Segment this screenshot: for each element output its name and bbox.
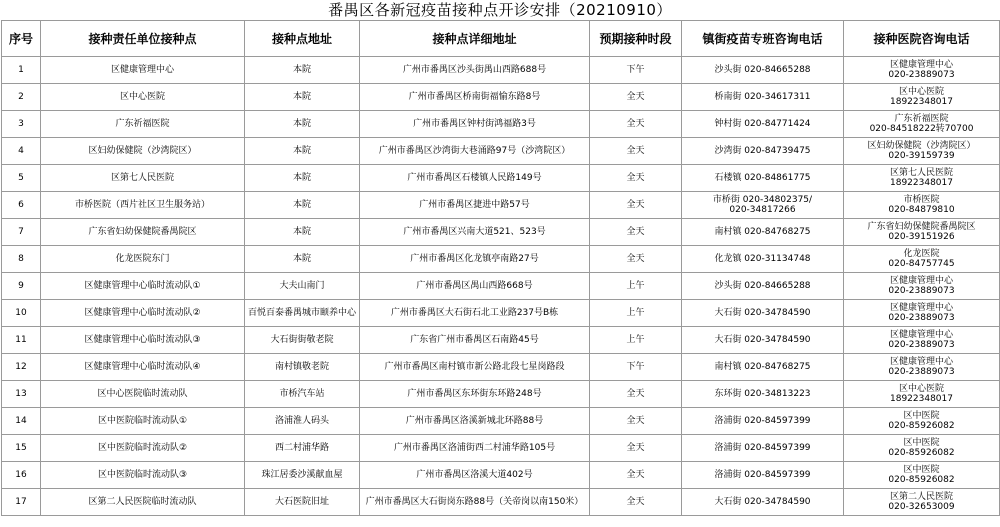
hospital-name: 区妇幼保健院（沙湾院区） [867, 141, 976, 151]
town-phone-line: 南村镇 020-84768275 [714, 362, 811, 372]
cell-period: 下午 [590, 57, 682, 84]
hospital-phone: 020-84757745 [888, 259, 955, 269]
cell-address: 广州市番禺区东环街东环路248号 [360, 381, 590, 408]
cell-town-phone [682, 219, 844, 246]
hospital-phone: 020-84518222转70700 [869, 124, 974, 134]
hospital-phone: 020-39159739 [888, 151, 955, 161]
cell-town-phone [682, 327, 844, 354]
cell-no: 15 [2, 435, 41, 462]
hospital-phone: 020-23889073 [888, 367, 955, 377]
hospital-phone: 020-39151926 [888, 232, 955, 242]
town-phone-line: 东环街 020-34813223 [714, 389, 811, 399]
cell-hospital-phone [844, 381, 1000, 408]
hospital-name: 市桥医院 [903, 195, 940, 205]
cell-no: 12 [2, 354, 41, 381]
town-phone-line: 南村镇 020-84768275 [714, 227, 811, 237]
cell-hospital-phone [844, 462, 1000, 489]
cell-hospital-phone [844, 246, 1000, 273]
table-row [2, 327, 1000, 354]
hospital-name: 区第七人民医院 [889, 168, 953, 178]
cell-unit: 市桥医院（西片社区卫生服务站） [41, 192, 245, 219]
cell-period: 全天 [590, 381, 682, 408]
cell-address: 广州市番禺区洛溪新城北环路88号 [360, 408, 590, 435]
cell-no: 7 [2, 219, 41, 246]
cell-unit: 区妇幼保健院（沙湾院区） [41, 138, 245, 165]
cell-hospital-phone [844, 138, 1000, 165]
hospital-phone: 020-23889073 [888, 286, 955, 296]
cell-period: 全天 [590, 138, 682, 165]
cell-town-phone [682, 300, 844, 327]
cell-hospital-phone [844, 489, 1000, 516]
cell-site: 百悦百泰番禺城市颐养中心 [245, 300, 360, 327]
cell-address: 广州市番禺区禺山西路668号 [360, 273, 590, 300]
hospital-name: 区第二人民医院 [889, 492, 953, 502]
cell-period: 下午 [590, 354, 682, 381]
cell-period: 上午 [590, 300, 682, 327]
cell-address: 广州市番禺区兴南大道521、523号 [360, 219, 590, 246]
hospital-name: 区健康管理中心 [889, 60, 953, 70]
cell-hospital-phone [844, 57, 1000, 84]
hospital-name: 区健康管理中心 [889, 276, 953, 286]
sheet-title: 番禺区各新冠疫苗接种点开诊安排（20210910） [328, 1, 672, 19]
town-phone-line: 大石街 020-34784590 [714, 335, 811, 345]
table-row [2, 138, 1000, 165]
cell-site: 本院 [245, 111, 360, 138]
cell-unit: 区中心医院临时流动队 [41, 381, 245, 408]
cell-hospital-phone [844, 84, 1000, 111]
table-row [2, 84, 1000, 111]
table-row [2, 273, 1000, 300]
hospital-name: 区中医院 [903, 465, 940, 475]
town-phone-line-2: 020-34817266 [729, 205, 796, 215]
cell-town-phone [682, 462, 844, 489]
cell-town-phone [682, 192, 844, 219]
cell-address: 广州市番禺区洛浦街西二村浦华路105号 [360, 435, 590, 462]
table-row [2, 300, 1000, 327]
cell-period: 全天 [590, 165, 682, 192]
cell-site: 大石街街敬老院 [245, 327, 360, 354]
cell-period: 全天 [590, 435, 682, 462]
hospital-phone: 020-23889073 [888, 340, 955, 350]
town-phone-line: 钟村街 020-84771424 [714, 119, 811, 129]
table-row [2, 354, 1000, 381]
hospital-name: 区健康管理中心 [889, 330, 953, 340]
table-row [2, 165, 1000, 192]
cell-period: 上午 [590, 273, 682, 300]
cell-town-phone [682, 165, 844, 192]
cell-no: 1 [2, 57, 41, 84]
cell-hospital-phone [844, 273, 1000, 300]
cell-address: 广州市番禺区石楼镇人民路149号 [360, 165, 590, 192]
hospital-name: 区中医院 [903, 411, 940, 421]
cell-site: 南村镇敬老院 [245, 354, 360, 381]
cell-town-phone [682, 408, 844, 435]
cell-no: 2 [2, 84, 41, 111]
table-row [2, 489, 1000, 516]
cell-no: 17 [2, 489, 41, 516]
cell-town-phone [682, 84, 844, 111]
town-phone-line: 沙头街 020-84665288 [714, 281, 811, 291]
hospital-name: 区中心医院 [898, 87, 944, 97]
cell-site: 珠江居委沙溪献血屋 [245, 462, 360, 489]
cell-unit: 区健康管理中心 [41, 57, 245, 84]
cell-period: 全天 [590, 489, 682, 516]
cell-period: 全天 [590, 219, 682, 246]
cell-hospital-phone [844, 354, 1000, 381]
table-row [2, 408, 1000, 435]
town-phone-line: 沙湾街 020-84739475 [714, 146, 811, 156]
cell-no: 9 [2, 273, 41, 300]
hospital-name: 广东省妇幼保健院番禺院区 [867, 222, 976, 232]
table-row [2, 219, 1000, 246]
town-phone-line: 大石街 020-34784590 [714, 497, 811, 507]
hospital-name: 区中心医院 [898, 384, 944, 394]
cell-town-phone [682, 435, 844, 462]
hospital-phone: 020-85926082 [888, 448, 955, 458]
hospital-phone: 18922348017 [890, 178, 953, 188]
schedule-table [1, 20, 1000, 516]
cell-address: 广州市番禺区南村镇市新公路北段七星岗路段 [360, 354, 590, 381]
cell-unit: 区中医院临时流动队① [41, 408, 245, 435]
cell-no: 8 [2, 246, 41, 273]
cell-site: 本院 [245, 192, 360, 219]
cell-no: 14 [2, 408, 41, 435]
hospital-phone: 020-85926082 [888, 475, 955, 485]
cell-unit: 区健康管理中心临时流动队③ [41, 327, 245, 354]
cell-unit: 广东省妇幼保健院番禺院区 [41, 219, 245, 246]
header-no: 序号 [2, 21, 41, 57]
cell-unit: 化龙医院东门 [41, 246, 245, 273]
cell-address: 广州市番禺区沙头街禺山西路688号 [360, 57, 590, 84]
cell-hospital-phone [844, 219, 1000, 246]
header-site: 接种点地址 [245, 21, 360, 57]
cell-period: 全天 [590, 111, 682, 138]
cell-unit: 区第七人民医院 [41, 165, 245, 192]
header-address: 接种点详细地址 [360, 21, 590, 57]
cell-address: 广州市番禺区桥南街福愉东路8号 [360, 84, 590, 111]
cell-no: 5 [2, 165, 41, 192]
hospital-phone: 18922348017 [890, 394, 953, 404]
cell-unit: 区中医院临时流动队② [41, 435, 245, 462]
cell-address: 广州市番禺区洛溪大道402号 [360, 462, 590, 489]
cell-town-phone [682, 138, 844, 165]
cell-unit: 区健康管理中心临时流动队④ [41, 354, 245, 381]
cell-hospital-phone [844, 300, 1000, 327]
hospital-phone: 020-23889073 [888, 70, 955, 80]
cell-unit: 区健康管理中心临时流动队② [41, 300, 245, 327]
cell-site: 市桥汽车站 [245, 381, 360, 408]
cell-unit: 区中心医院 [41, 84, 245, 111]
cell-site: 本院 [245, 84, 360, 111]
town-phone-line: 洛浦街 020-84597399 [714, 470, 811, 480]
cell-town-phone [682, 273, 844, 300]
cell-unit: 区中医院临时流动队③ [41, 462, 245, 489]
cell-unit: 区健康管理中心临时流动队① [41, 273, 245, 300]
cell-period: 全天 [590, 246, 682, 273]
table-row [2, 462, 1000, 489]
hospital-name: 化龙医院 [903, 249, 940, 259]
cell-no: 4 [2, 138, 41, 165]
cell-town-phone [682, 111, 844, 138]
cell-town-phone [682, 381, 844, 408]
cell-site: 本院 [245, 57, 360, 84]
cell-address: 广州市番禺区大石街石北工业路237号B栋 [360, 300, 590, 327]
hospital-name: 区健康管理中心 [889, 357, 953, 367]
header-period: 预期接种时段 [590, 21, 682, 57]
cell-no: 6 [2, 192, 41, 219]
cell-town-phone [682, 354, 844, 381]
cell-address: 广州市番禺区化龙镇亭南路27号 [360, 246, 590, 273]
cell-no: 16 [2, 462, 41, 489]
town-phone-line: 石楼镇 020-84861775 [714, 173, 811, 183]
cell-hospital-phone [844, 435, 1000, 462]
town-phone-line: 洛浦街 020-84597399 [714, 443, 811, 453]
cell-unit: 区第二人民医院临时流动队 [41, 489, 245, 516]
cell-no: 11 [2, 327, 41, 354]
hospital-name: 区健康管理中心 [889, 303, 953, 313]
cell-site: 本院 [245, 165, 360, 192]
header-row [2, 21, 1000, 57]
cell-period: 上午 [590, 327, 682, 354]
cell-site: 西二村浦华路 [245, 435, 360, 462]
cell-address: 广州市番禺区大石街岗东路88号（关帝岗以南150米） [360, 489, 590, 516]
table-row [2, 57, 1000, 84]
cell-address: 广东省广州市番禺区石南路45号 [360, 327, 590, 354]
town-phone-line: 桥南街 020-34617311 [714, 92, 811, 102]
hospital-name: 广东祈福医院 [894, 114, 949, 124]
cell-period: 全天 [590, 192, 682, 219]
table-row [2, 192, 1000, 219]
cell-no: 3 [2, 111, 41, 138]
cell-no: 10 [2, 300, 41, 327]
hospital-phone: 18922348017 [890, 97, 953, 107]
cell-hospital-phone [844, 165, 1000, 192]
table-row [2, 246, 1000, 273]
cell-hospital-phone [844, 111, 1000, 138]
table-row [2, 435, 1000, 462]
cell-address: 广州市番禺区沙湾街大巷涌路97号（沙湾院区） [360, 138, 590, 165]
hospital-phone: 020-84879810 [888, 205, 955, 215]
table-row [2, 381, 1000, 408]
cell-unit: 广东祈福医院 [41, 111, 245, 138]
cell-site: 大夫山南门 [245, 273, 360, 300]
hospital-phone: 020-23889073 [888, 313, 955, 323]
cell-site: 本院 [245, 138, 360, 165]
town-phone-line: 市桥街 020-34802375/ [712, 195, 813, 205]
cell-period: 全天 [590, 84, 682, 111]
header-unit: 接种责任单位接种点 [41, 21, 245, 57]
town-phone-line: 化龙镇 020-31134748 [714, 254, 811, 264]
hospital-phone: 020-85926082 [888, 421, 955, 431]
hospital-name: 区中医院 [903, 438, 940, 448]
hospital-phone: 020-32653009 [888, 502, 955, 512]
town-phone-line: 沙头街 020-84665288 [714, 65, 811, 75]
cell-site: 本院 [245, 219, 360, 246]
cell-site: 洛浦淮人码头 [245, 408, 360, 435]
cell-hospital-phone [844, 408, 1000, 435]
table-row [2, 111, 1000, 138]
header-town-phone: 镇街疫苗专班咨询电话 [682, 21, 844, 57]
cell-hospital-phone [844, 327, 1000, 354]
cell-period: 全天 [590, 462, 682, 489]
cell-town-phone [682, 57, 844, 84]
cell-site: 本院 [245, 246, 360, 273]
cell-address: 广州市番禺区捷进中路57号 [360, 192, 590, 219]
town-phone-line: 大石街 020-34784590 [714, 308, 811, 318]
cell-address: 广州市番禺区钟村街鸿福路3号 [360, 111, 590, 138]
cell-town-phone [682, 489, 844, 516]
header-hospital-phone: 接种医院咨询电话 [844, 21, 1000, 57]
town-phone-line: 洛浦街 020-84597399 [714, 416, 811, 426]
cell-period: 全天 [590, 408, 682, 435]
cell-hospital-phone [844, 192, 1000, 219]
cell-town-phone [682, 246, 844, 273]
cell-no: 13 [2, 381, 41, 408]
cell-site: 大石医院旧址 [245, 489, 360, 516]
